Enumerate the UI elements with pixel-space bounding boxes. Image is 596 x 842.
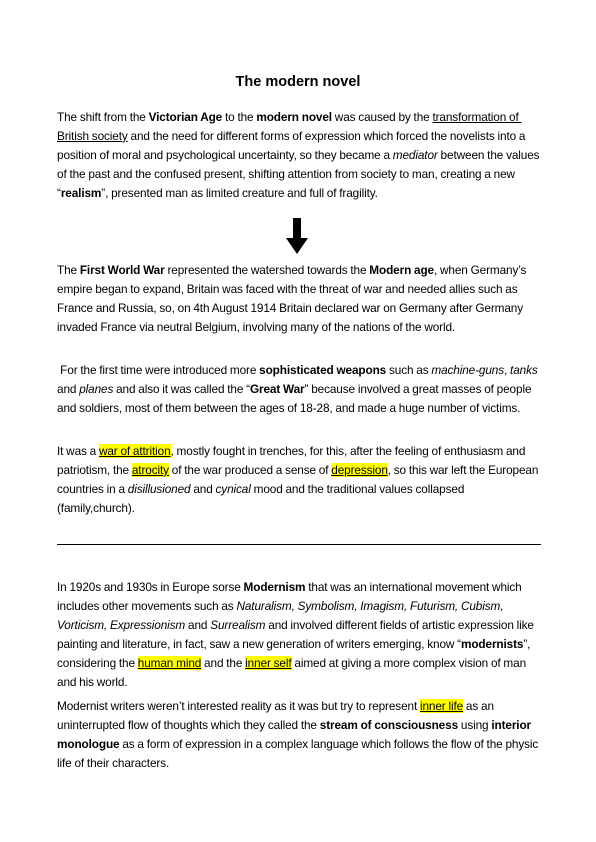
text-run: machine-guns	[431, 363, 505, 377]
text-run: mood and the traditional values collapsed (family,church).	[57, 481, 468, 515]
paragraph-war-of-attrition	[57, 442, 541, 518]
text-run: , mostly fought in trenches, for this, after the feeling of enthusiasm and patriotism, the	[57, 444, 529, 477]
text-run: aimed at giving a more complex vision of man and his world.	[57, 655, 529, 689]
text-run: planes	[79, 381, 114, 396]
highlighted-text: depression	[331, 462, 388, 477]
text-run: was caused by the	[331, 110, 433, 124]
text-run: First World War	[79, 263, 165, 277]
text-run: Surrealism	[210, 617, 266, 632]
text-run: , so this war left the European countries in a	[57, 462, 542, 496]
text-run: and the need for different forms of expression which forced the novelists into a position of moral and psychological uncertainty, so they became a	[57, 128, 529, 162]
text-run: sophisticated weapons	[259, 363, 387, 377]
page-title: The modern novel	[235, 74, 361, 90]
highlighted-text: atrocity	[131, 462, 169, 477]
text-run: and	[190, 481, 216, 496]
text-run: ”, presented man as limited creature and full of fragility.	[101, 185, 378, 200]
text-run: such as	[386, 363, 432, 377]
text-run: modern novel	[256, 110, 332, 124]
text-run: Naturalism, Symbolism, Imagism, Futurism, Cubism, Vorticism, Expressionism	[57, 598, 507, 632]
text-run: Modernist writers weren’t interested reality as it was but try to represent	[57, 699, 420, 713]
text-run: Victorian Age	[148, 110, 223, 124]
paragraph-first-world-war	[57, 261, 541, 337]
text-run: For the first time were introduced more	[57, 363, 260, 377]
text-run: realism	[60, 185, 102, 200]
highlighted-text: inner life	[419, 699, 464, 713]
text-run: Great War	[249, 381, 305, 396]
paragraph-weapons	[57, 361, 541, 418]
text-run: It was a	[57, 444, 99, 458]
text-run: tanks	[510, 363, 538, 377]
highlighted-text: human mind	[137, 655, 202, 670]
text-run: and also it was called the “	[113, 381, 250, 396]
text-run: mediator	[392, 147, 438, 162]
text-run: modernists	[460, 636, 524, 651]
text-run: as an uninterrupted flow of thoughts which they called the	[57, 699, 497, 732]
text-run: that was an international movement which includes other movements such as	[57, 580, 525, 613]
text-run: and the	[201, 655, 246, 670]
text-run: to the	[222, 110, 257, 124]
text-run: using	[458, 717, 492, 732]
text-run: as a form of expression in a complex language which follows the flow of the physic life of their characters.	[57, 736, 542, 770]
text-run: interior monologue	[57, 717, 534, 751]
down-arrow-icon	[286, 218, 308, 254]
text-run: transformation of British society	[57, 110, 522, 143]
text-run: stream of consciousness	[319, 717, 459, 732]
text-run: and involved different fields of artistic expression like painting and literature, in fact, saw a new generation of writers emerging, know “	[57, 617, 537, 651]
paragraph-modernist-writers	[57, 697, 541, 773]
text-run: ,	[504, 363, 511, 377]
highlighted-text: inner self	[245, 655, 292, 670]
highlighted-text: war of attrition	[98, 444, 171, 458]
paragraph-modernism	[57, 578, 541, 691]
text-run: of the war produced a sense of	[168, 462, 332, 477]
text-run: Modern age	[369, 263, 434, 277]
text-run: , when Germany’s empire began to expand, Britain was faced with the threat of war and needed allies such as France and Russia, so, on 4th August 1914 Britain declared war on Germany after Germany invaded France via neutral Belgium, involving many of the nations of the world.	[57, 263, 530, 334]
paragraph-victorian-shift	[57, 108, 541, 203]
text-run: ” because involved a great masses of people and soldiers, most of them between the ages of 18-28, and made a huge number of victims.	[57, 381, 535, 415]
text-run: represented the watershed towards the	[164, 263, 370, 277]
text-run: and	[185, 617, 211, 632]
text-run: In 1920s and 1930s in Europe sorse	[57, 580, 244, 594]
text-run: Modernism	[243, 580, 306, 594]
section-divider	[57, 544, 541, 545]
text-run: and	[57, 363, 541, 396]
text-run: between the values of the past and the confused present, shifting attention from society to man, creating a new “	[57, 147, 543, 200]
text-run: The	[57, 263, 80, 277]
text-run: cynical	[215, 481, 251, 496]
text-run: The shift from the	[57, 110, 149, 124]
text-run: disillusioned	[127, 481, 191, 496]
text-run: ”, considering the	[57, 636, 534, 670]
